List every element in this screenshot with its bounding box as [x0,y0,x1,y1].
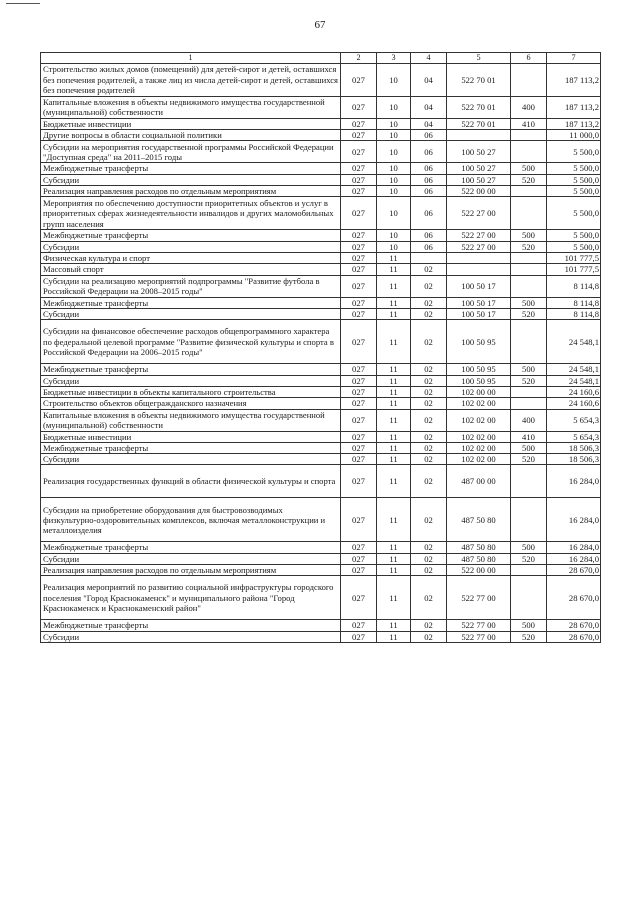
row-amount: 24 160,6 [547,386,601,397]
row-admin-code: 027 [341,253,377,264]
row-subsection-code: 02 [411,297,447,308]
row-admin-code: 027 [341,576,377,620]
row-subsection-code: 06 [411,241,447,252]
row-expense-type: 500 [511,163,547,174]
row-target-code: 100 50 27 [447,174,511,185]
row-name: Реализация мероприятий по развитию социальной инфраструктуры городского поселения "Город Краснокаменск" и муниципального района "Город Краснокаменск и Краснокаменский район" [41,576,341,620]
row-amount: 5 654,3 [547,409,601,431]
row-subsection-code: 02 [411,553,447,564]
row-target-code: 522 77 00 [447,576,511,620]
row-target-code: 522 77 00 [447,620,511,631]
table-row [41,631,601,642]
row-expense-type [511,253,547,264]
row-expense-type: 410 [511,431,547,442]
row-target-code: 102 00 00 [447,386,511,397]
table-row [41,542,601,553]
row-target-code: 522 27 00 [447,197,511,230]
row-section-code: 11 [377,364,411,375]
row-subsection-code [411,253,447,264]
row-admin-code: 027 [341,241,377,252]
row-amount: 24 548,1 [547,320,601,364]
row-amount: 28 670,0 [547,631,601,642]
row-amount: 16 284,0 [547,553,601,564]
row-target-code: 522 00 00 [447,565,511,576]
row-admin-code: 027 [341,163,377,174]
row-name: Субсидии на реализацию мероприятий подпрограммы "Развитие футбола в Российской Федерации на 2008–2015 годы" [41,275,341,297]
row-section-code: 11 [377,264,411,275]
row-expense-type [511,576,547,620]
row-expense-type [511,320,547,364]
table-row [41,498,601,542]
row-expense-type: 400 [511,409,547,431]
row-expense-type: 500 [511,542,547,553]
row-admin-code: 027 [341,320,377,364]
row-section-code: 11 [377,542,411,553]
table-row [41,96,601,118]
row-expense-type [511,465,547,498]
row-admin-code: 027 [341,297,377,308]
table-row [41,141,601,163]
row-amount: 24 548,1 [547,375,601,386]
row-admin-code: 027 [341,96,377,118]
row-target-code [447,130,511,141]
row-subsection-code: 06 [411,186,447,197]
row-name: Мероприятия по обеспечению доступности приоритетных объектов и услуг в приоритетных сферах жизнедеятельности инвалидов и других маломобильных групп населения [41,197,341,230]
row-expense-type [511,498,547,542]
row-target-code: 100 50 17 [447,275,511,297]
row-target-code: 100 50 17 [447,308,511,319]
row-name: Физическая культура и спорт [41,253,341,264]
row-expense-type: 500 [511,620,547,631]
row-section-code: 11 [377,576,411,620]
header-row [41,53,601,64]
row-target-code: 522 70 01 [447,63,511,96]
table-row [41,576,601,620]
row-name: Субсидии [41,174,341,185]
row-target-code: 100 50 27 [447,141,511,163]
row-amount: 8 114,8 [547,297,601,308]
row-target-code [447,253,511,264]
row-section-code: 11 [377,386,411,397]
row-name: Бюджетные инвестиции [41,118,341,129]
row-name: Межбюджетные трансферты [41,297,341,308]
row-amount: 16 284,0 [547,498,601,542]
row-expense-type [511,264,547,275]
row-amount: 5 500,0 [547,197,601,230]
row-amount: 101 777,5 [547,253,601,264]
row-amount: 5 500,0 [547,141,601,163]
row-target-code: 102 02 00 [447,409,511,431]
row-target-code: 102 02 00 [447,431,511,442]
row-name: Субсидии [41,454,341,465]
row-name: Межбюджетные трансферты [41,620,341,631]
row-expense-type [511,141,547,163]
row-admin-code: 027 [341,197,377,230]
row-admin-code: 027 [341,275,377,297]
row-amount: 16 284,0 [547,465,601,498]
row-expense-type [511,197,547,230]
row-target-code: 100 50 95 [447,375,511,386]
row-expense-type: 520 [511,454,547,465]
row-target-code: 522 70 01 [447,96,511,118]
row-section-code: 10 [377,141,411,163]
row-admin-code: 027 [341,386,377,397]
row-expense-type: 400 [511,96,547,118]
row-expense-type [511,386,547,397]
budget-table [40,52,601,643]
row-admin-code: 027 [341,230,377,241]
row-amount: 28 670,0 [547,576,601,620]
row-amount: 8 114,8 [547,308,601,319]
row-admin-code: 027 [341,620,377,631]
row-subsection-code: 06 [411,141,447,163]
row-amount: 8 114,8 [547,275,601,297]
row-subsection-code: 02 [411,620,447,631]
row-admin-code: 027 [341,542,377,553]
row-amount: 5 654,3 [547,431,601,442]
row-admin-code: 027 [341,308,377,319]
row-expense-type [511,186,547,197]
row-admin-code: 027 [341,631,377,642]
row-admin-code: 027 [341,118,377,129]
row-section-code: 11 [377,565,411,576]
row-subsection-code: 02 [411,409,447,431]
row-subsection-code: 02 [411,264,447,275]
row-expense-type: 500 [511,442,547,453]
row-expense-type [511,398,547,409]
row-expense-type: 500 [511,230,547,241]
row-name: Межбюджетные трансферты [41,442,341,453]
row-section-code: 10 [377,163,411,174]
row-subsection-code: 06 [411,163,447,174]
table-row [41,241,601,252]
row-admin-code: 027 [341,553,377,564]
row-admin-code: 027 [341,454,377,465]
header-cell: 7 [547,53,601,64]
table-row [41,118,601,129]
row-section-code: 11 [377,398,411,409]
row-admin-code: 027 [341,398,377,409]
row-admin-code: 027 [341,465,377,498]
header-cell: 2 [341,53,377,64]
row-subsection-code: 02 [411,498,447,542]
row-name: Межбюджетные трансферты [41,542,341,553]
row-target-code: 487 50 80 [447,498,511,542]
row-amount: 18 506,3 [547,442,601,453]
row-expense-type [511,63,547,96]
row-subsection-code: 02 [411,631,447,642]
row-subsection-code: 02 [411,375,447,386]
table-row [41,63,601,96]
row-admin-code: 027 [341,174,377,185]
row-section-code: 11 [377,431,411,442]
row-subsection-code: 02 [411,565,447,576]
row-section-code: 11 [377,409,411,431]
row-target-code: 102 02 00 [447,454,511,465]
row-subsection-code: 02 [411,275,447,297]
row-admin-code: 027 [341,431,377,442]
row-admin-code: 027 [341,186,377,197]
row-target-code [447,264,511,275]
header-cell: 6 [511,53,547,64]
row-name: Строительство жилых домов (помещений) для детей-сирот и детей, оставшихся без попечения родителей, а также лиц из числа детей-сирот и детей, оставшихся без попечения родителей [41,63,341,96]
row-target-code: 100 50 95 [447,364,511,375]
row-amount: 5 500,0 [547,174,601,185]
row-name: Другие вопросы в области социальной политики [41,130,341,141]
row-expense-type: 520 [511,375,547,386]
row-target-code: 487 50 80 [447,542,511,553]
row-target-code: 522 77 00 [447,631,511,642]
row-expense-type: 520 [511,241,547,252]
row-target-code: 100 50 17 [447,297,511,308]
table-row [41,375,601,386]
table-row [41,197,601,230]
row-subsection-code: 06 [411,174,447,185]
table-row [41,253,601,264]
row-amount: 5 500,0 [547,186,601,197]
row-name: Строительство объектов общегражданского назначения [41,398,341,409]
table-row [41,186,601,197]
row-section-code: 11 [377,498,411,542]
row-section-code: 10 [377,174,411,185]
row-subsection-code: 04 [411,96,447,118]
row-amount: 16 284,0 [547,542,601,553]
row-name: Массовый спорт [41,264,341,275]
row-name: Субсидии [41,553,341,564]
row-expense-type: 520 [511,174,547,185]
row-admin-code: 027 [341,130,377,141]
row-amount: 5 500,0 [547,163,601,174]
row-expense-type: 520 [511,553,547,564]
row-section-code: 11 [377,631,411,642]
table-row [41,174,601,185]
row-name: Межбюджетные трансферты [41,364,341,375]
table-row [41,454,601,465]
row-name: Субсидии [41,375,341,386]
row-section-code: 11 [377,320,411,364]
row-subsection-code: 06 [411,130,447,141]
row-section-code: 11 [377,465,411,498]
row-subsection-code: 04 [411,118,447,129]
row-admin-code: 027 [341,141,377,163]
row-amount: 187 113,2 [547,63,601,96]
row-subsection-code: 02 [411,364,447,375]
table-row [41,364,601,375]
table-row [41,230,601,241]
table-row [41,565,601,576]
row-amount: 24 160,6 [547,398,601,409]
row-section-code: 10 [377,118,411,129]
row-amount: 28 670,0 [547,565,601,576]
row-name: Субсидии на мероприятия государственной программы Российской Федерации "Доступная среда" на 2011–2015 годы [41,141,341,163]
row-subsection-code: 06 [411,197,447,230]
row-amount: 5 500,0 [547,241,601,252]
row-section-code: 11 [377,375,411,386]
row-amount: 18 506,3 [547,454,601,465]
row-name: Субсидии на приобретение оборудования для быстровозводимых физкультурно-оздоровительных комплексов, включая металлоконструкции и металлоизделия [41,498,341,542]
row-subsection-code: 02 [411,386,447,397]
header-cell: 1 [41,53,341,64]
row-name: Реализация государственных функций в области физической культуры и спорта [41,465,341,498]
row-subsection-code: 06 [411,230,447,241]
row-amount: 187 113,2 [547,118,601,129]
row-expense-type: 410 [511,118,547,129]
row-subsection-code: 02 [411,542,447,553]
row-amount: 187 113,2 [547,96,601,118]
row-subsection-code: 02 [411,576,447,620]
row-name: Капитальные вложения в объекты недвижимого имущества государственной (муниципальной) собственности [41,96,341,118]
row-section-code: 10 [377,241,411,252]
row-name: Субсидии [41,241,341,252]
row-target-code: 102 02 00 [447,442,511,453]
header-cell: 5 [447,53,511,64]
row-section-code: 11 [377,308,411,319]
row-subsection-code: 02 [411,398,447,409]
row-amount: 101 777,5 [547,264,601,275]
table-row [41,442,601,453]
row-expense-type: 500 [511,364,547,375]
row-section-code: 10 [377,96,411,118]
row-name: Субсидии [41,308,341,319]
row-subsection-code: 02 [411,442,447,453]
table-row [41,386,601,397]
table-row [41,264,601,275]
row-target-code: 487 50 80 [447,553,511,564]
row-target-code: 522 27 00 [447,230,511,241]
row-name: Реализация направления расходов по отдельным мероприятиям [41,565,341,576]
row-admin-code: 027 [341,375,377,386]
row-admin-code: 027 [341,364,377,375]
row-admin-code: 027 [341,565,377,576]
row-amount: 24 548,1 [547,364,601,375]
row-section-code: 11 [377,553,411,564]
table-row [41,320,601,364]
row-section-code: 10 [377,63,411,96]
row-expense-type [511,565,547,576]
row-admin-code: 027 [341,498,377,542]
row-section-code: 11 [377,297,411,308]
row-section-code: 10 [377,130,411,141]
row-target-code: 522 70 01 [447,118,511,129]
table-row [41,163,601,174]
row-admin-code: 027 [341,409,377,431]
row-subsection-code: 02 [411,320,447,364]
row-expense-type: 500 [511,297,547,308]
row-subsection-code: 04 [411,63,447,96]
row-subsection-code: 02 [411,454,447,465]
row-admin-code: 027 [341,63,377,96]
table-row [41,398,601,409]
row-section-code: 10 [377,197,411,230]
row-target-code: 487 00 00 [447,465,511,498]
row-section-code: 10 [377,230,411,241]
row-section-code: 11 [377,620,411,631]
row-target-code: 522 00 00 [447,186,511,197]
page-number: 67 [314,19,326,31]
row-name: Межбюджетные трансферты [41,230,341,241]
row-target-code: 522 27 00 [447,241,511,252]
header-cell: 4 [411,53,447,64]
row-name: Реализация направления расходов по отдельным мероприятиям [41,186,341,197]
table-row [41,308,601,319]
row-expense-type: 520 [511,631,547,642]
row-subsection-code: 02 [411,431,447,442]
table-row [41,130,601,141]
row-name: Субсидии на финансовое обеспечение расходов общепрограммного характера по федеральной целевой программе "Развитие физической культуры и спорта в Российской Федерации на 2006–2015 годы" [41,320,341,364]
row-name: Межбюджетные трансферты [41,163,341,174]
table-row [41,620,601,631]
row-section-code: 11 [377,275,411,297]
header-cell: 3 [377,53,411,64]
row-expense-type: 520 [511,308,547,319]
row-section-code: 11 [377,442,411,453]
row-expense-type [511,275,547,297]
table-row [41,553,601,564]
table-row [41,409,601,431]
row-admin-code: 027 [341,264,377,275]
row-name: Субсидии [41,631,341,642]
row-subsection-code: 02 [411,465,447,498]
row-section-code: 10 [377,186,411,197]
table-row [41,465,601,498]
row-target-code: 102 02 00 [447,398,511,409]
table-row [41,275,601,297]
row-name: Капитальные вложения в объекты недвижимого имущества государственной (муниципальной) собственности [41,409,341,431]
row-section-code: 11 [377,253,411,264]
row-subsection-code: 02 [411,308,447,319]
row-name: Бюджетные инвестиции [41,431,341,442]
top-rule [6,3,40,4]
row-section-code: 11 [377,454,411,465]
row-admin-code: 027 [341,442,377,453]
row-amount: 28 670,0 [547,620,601,631]
row-amount: 11 000,0 [547,130,601,141]
row-name: Бюджетные инвестиции в объекты капитального строительства [41,386,341,397]
table-row [41,297,601,308]
row-target-code: 100 50 95 [447,320,511,364]
table-row [41,431,601,442]
row-expense-type [511,130,547,141]
row-target-code: 100 50 27 [447,163,511,174]
row-amount: 5 500,0 [547,230,601,241]
